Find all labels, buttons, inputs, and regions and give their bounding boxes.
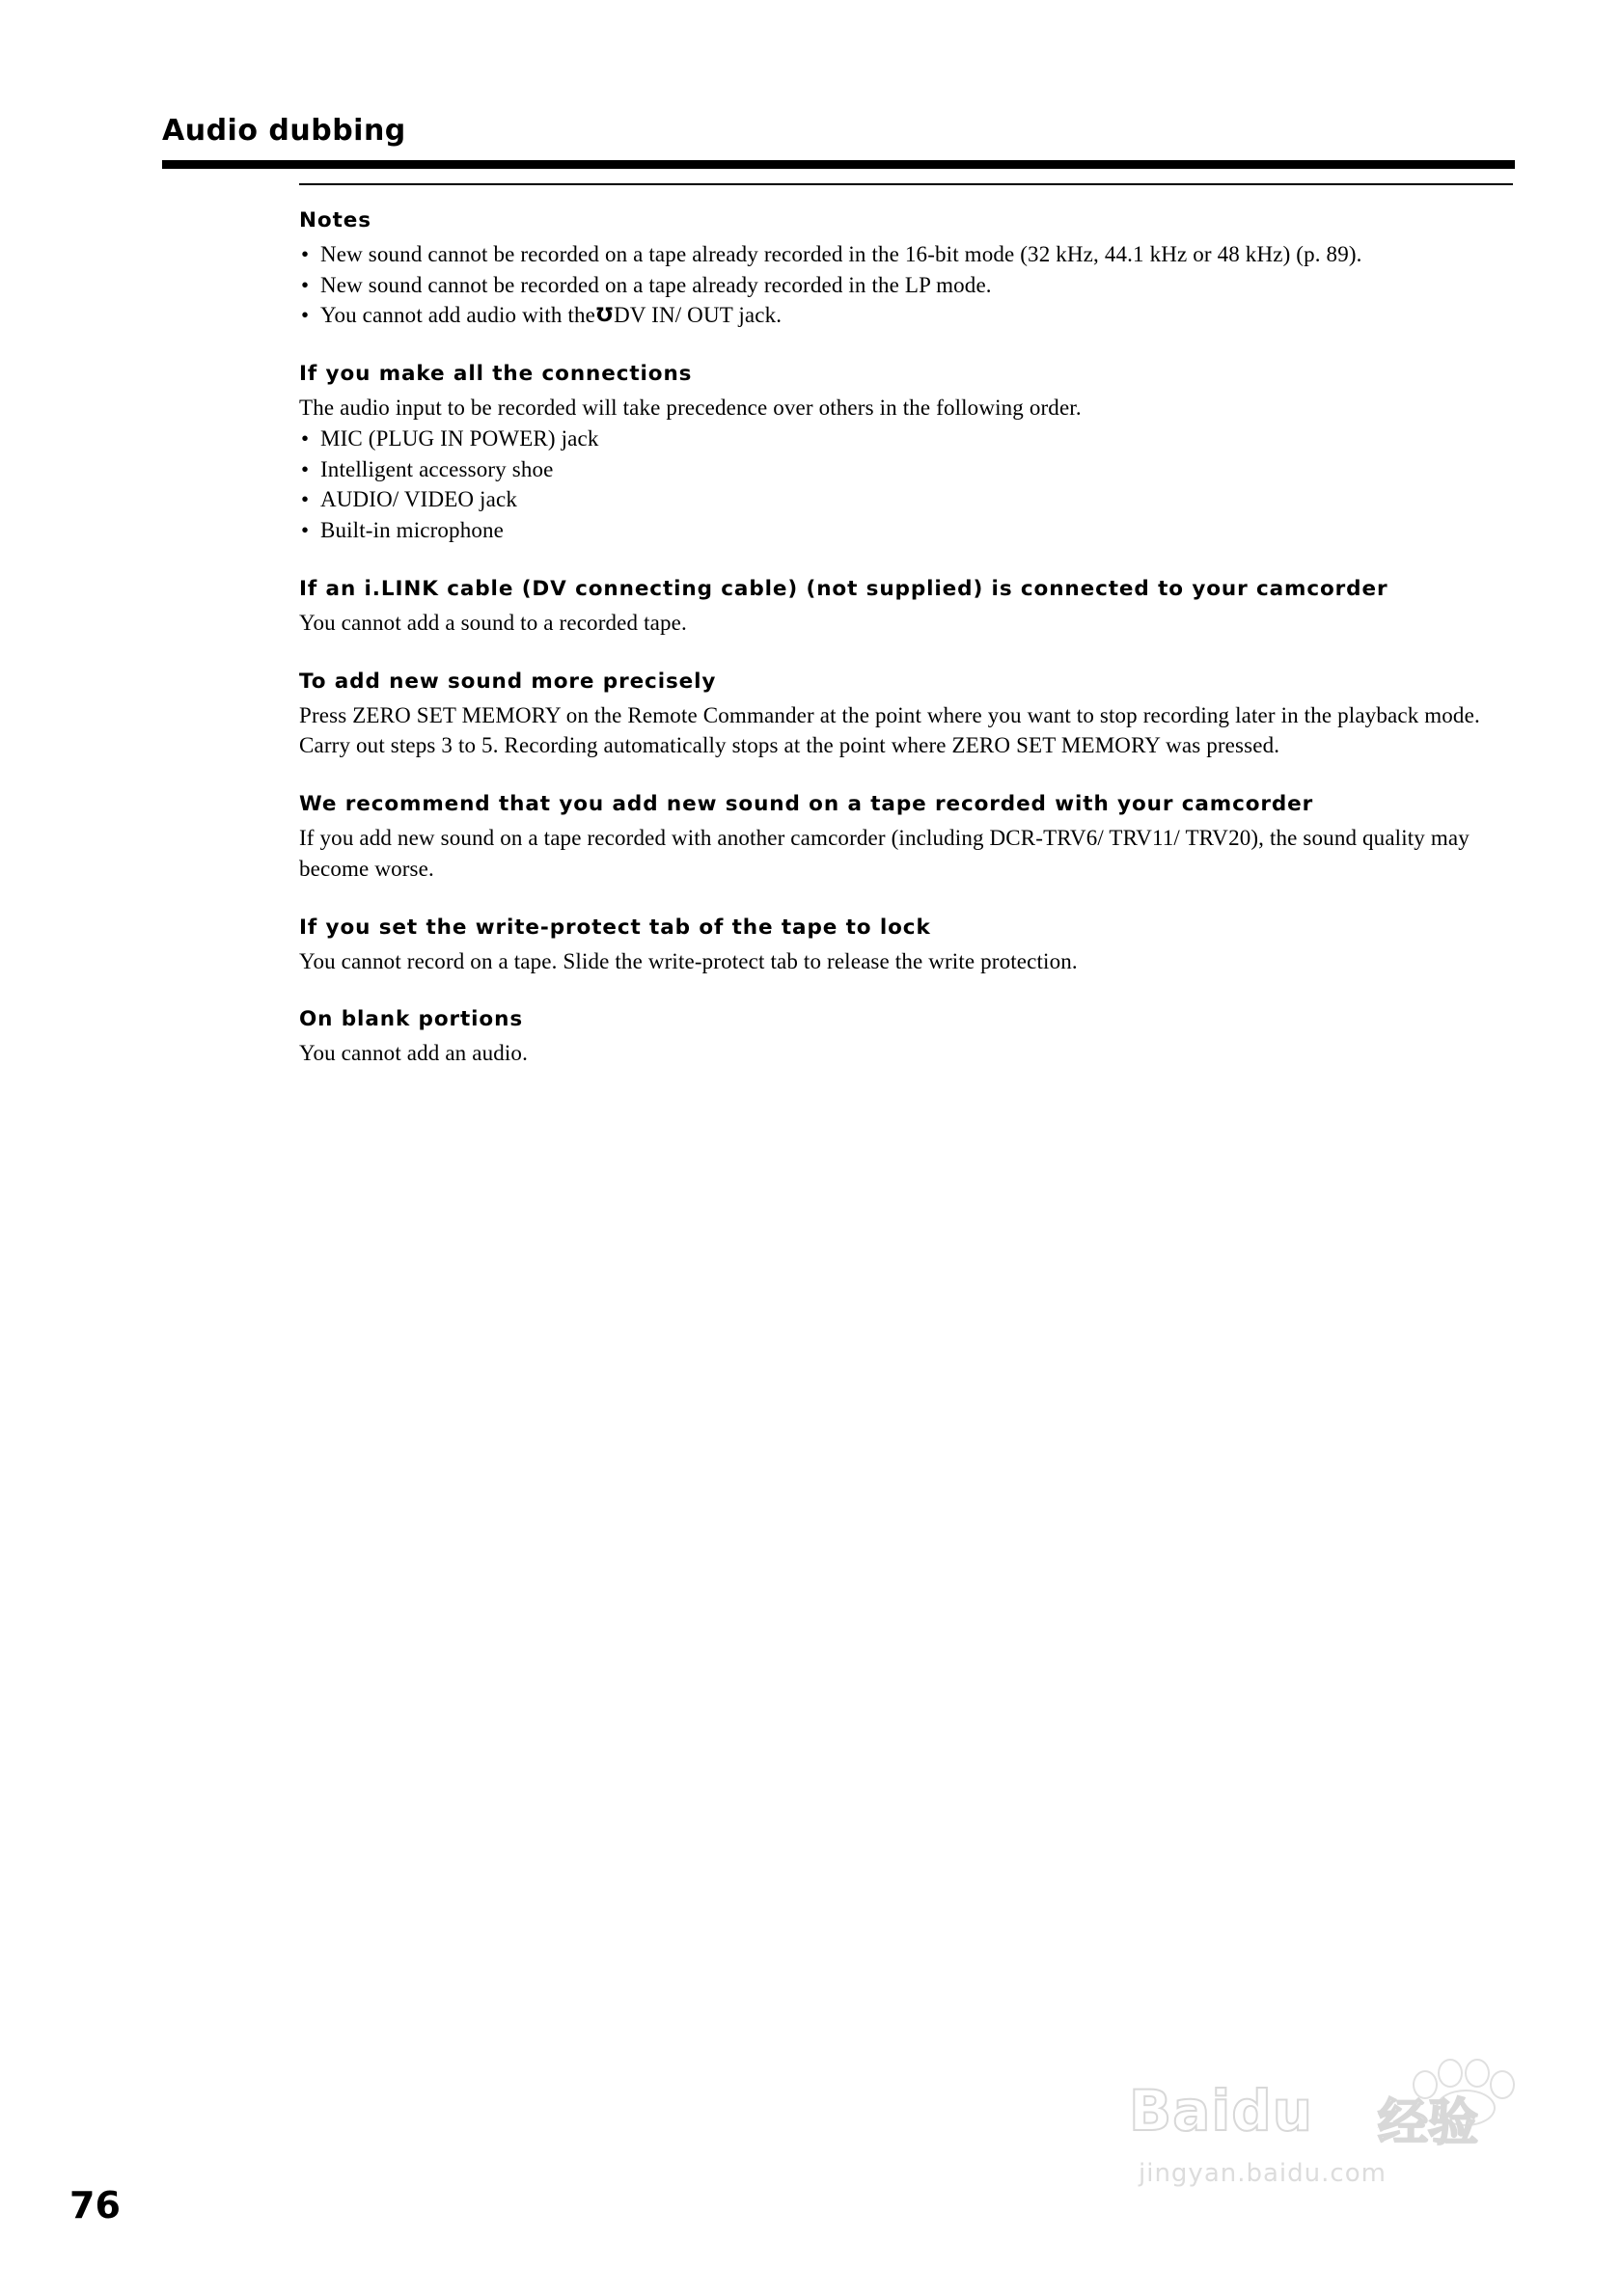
section-heading-notes: Notes bbox=[299, 208, 371, 232]
section-heading-ilink-cable: If an i.LINK cable (DV connecting cable) (not supplied) is connected to your camcorder bbox=[299, 576, 1388, 601]
list-item: • Built-in microphone bbox=[299, 515, 1505, 546]
list-item-tail: DV IN/ OUT jack. bbox=[614, 303, 783, 328]
page-number: 76 bbox=[69, 2184, 121, 2227]
section-body-recommend: If you add new sound on a tape recorded with another camcorder (including DCR-TRV6/ TRV11/ TRV20), the sound quality may become worse. bbox=[299, 826, 1470, 881]
page-content bbox=[299, 183, 1505, 1069]
watermark bbox=[1129, 2055, 1534, 2209]
list-item: • AUDIO/ VIDEO jack bbox=[299, 484, 1505, 515]
list-item bbox=[299, 300, 1505, 331]
list-item: • New sound cannot be recorded on a tape already recorded in the LP mode. bbox=[299, 270, 1505, 301]
section-body-precise-2: Carry out steps 3 to 5. Recording automatically stops at the point where ZERO SET MEMORY was pressed. bbox=[299, 733, 1280, 758]
section-body-all-connections: The audio input to be recorded will take precedence over others in the following order. bbox=[299, 396, 1082, 421]
notes-list bbox=[299, 239, 1505, 331]
section-body-ilink-cable: You cannot add a sound to a recorded tape. bbox=[299, 610, 687, 635]
paw-print-icon bbox=[1407, 2055, 1523, 2122]
watermark-url: jingyan.baidu.com bbox=[1139, 2159, 1387, 2188]
section-heading-precise: To add new sound more precisely bbox=[299, 669, 717, 694]
section-heading-blank: On blank portions bbox=[299, 1007, 524, 1032]
header-divider bbox=[162, 160, 1515, 169]
list-item: • New sound cannot be recorded on a tape already recorded in the 16-bit mode (32 kHz, 44.1 kHz or 48 kHz) (p. 89). bbox=[299, 239, 1505, 270]
section-body-blank: You cannot add an audio. bbox=[299, 1041, 528, 1066]
section-heading-write-protect: If you set the write-protect tab of the tape to lock bbox=[299, 915, 931, 940]
list-item: • MIC (PLUG IN POWER) jack bbox=[299, 424, 1505, 454]
watermark-brand-cn: 经验 bbox=[1378, 2094, 1479, 2152]
list-item: • Intelligent accessory shoe bbox=[299, 454, 1505, 485]
i-link-icon: ℧ bbox=[596, 303, 614, 327]
section-heading-all-connections: If you make all the connections bbox=[299, 362, 693, 387]
content-top-divider bbox=[299, 183, 1513, 185]
section-body-precise-1: Press ZERO SET MEMORY on the Remote Commander at the point where you want to stop recording later in the playback mode. bbox=[299, 702, 1480, 727]
section-heading-recommend: We recommend that you add new sound on a tape recorded with your camcorder bbox=[299, 792, 1314, 817]
list-item-label: You cannot add audio with the bbox=[320, 303, 596, 328]
all-connections-list bbox=[299, 424, 1505, 546]
section-body-write-protect: You cannot record on a tape. Slide the write-protect tab to release the write protection. bbox=[299, 948, 1078, 973]
page-title: Audio dubbing bbox=[162, 114, 406, 148]
watermark-brand: Baidu bbox=[1129, 2078, 1314, 2144]
